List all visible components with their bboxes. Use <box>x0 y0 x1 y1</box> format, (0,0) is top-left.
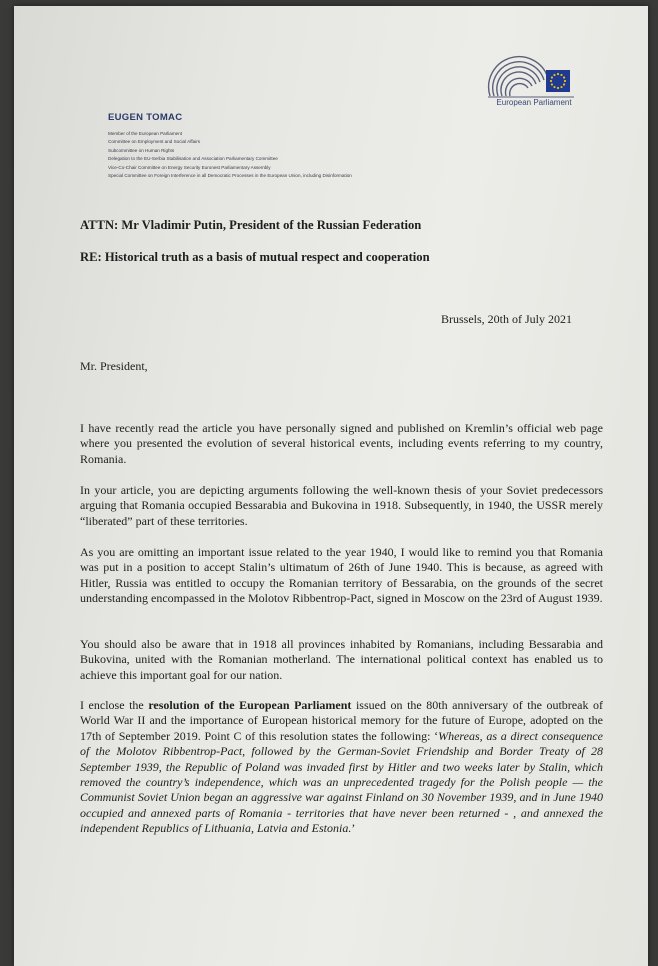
flag-star <box>553 74 555 76</box>
sender-role: Special Committee on Foreign Interference in all Democratic Processes in the European Union, including Disinformation <box>108 173 352 179</box>
attn-line: ATTN: Mr Vladimir Putin, President of the Russian Federation <box>80 218 422 232</box>
flag-star <box>563 76 565 78</box>
sender-roles <box>108 130 468 180</box>
flag-star <box>551 83 553 85</box>
sender-role: Committee on Employment and Social Affairs <box>108 139 201 145</box>
paragraph-3: As you are omitting an important issue related to the year 1940, I would like to remind you that Romania was put in a position to accept Stalin’s ultimatum of 26th of June 1940. This is because, as agreed with Hitler, Russia was entitled to occupy the Romanian territory of Bessarabia, on the grounds of the secret understanding encompassed in the Molotov Ribbentrop-Pact, signed in Moscow on the 23rd of August 1939. <box>80 545 603 606</box>
flag-star <box>564 80 566 82</box>
sender-name: EUGEN TOMAC <box>108 112 183 123</box>
letter-page <box>14 6 648 966</box>
flag-star <box>557 73 559 75</box>
flag-star <box>563 83 565 85</box>
p5-start: I enclose the <box>80 698 149 712</box>
paragraph-4: You should also be aware that in 1918 all provinces inhabited by Romanians, including Bessarabia and Bukovina, united with the Romanian motherland. The international political context has enabled us to achieve this important goal for our nation. <box>80 637 603 682</box>
flag-star <box>553 86 555 88</box>
re-line: RE: Historical truth as a basis of mutual respect and cooperation <box>80 250 430 264</box>
resolution-quote: Whereas, as a direct consequence of the Molotov Ribbentrop-Pact, followed by the German-Soviet Friendship and Border Treaty of 28 September 1939, the Republic of Poland was invaded first by Hitler and two weeks later by Stalin, which removed the country’s independence, which was an unprecedented tragedy for the Polish people — the Communist Soviet Union began an aggressive war against Finland on 30 November 1939, and in June 1940 occupied and annexed parts of Romania - territories that have never been returned - , and annexed the independent Republics of Lithuania, Latvia and Estonia. <box>80 728 603 836</box>
sender-role: Member of the European Parliament <box>108 131 183 136</box>
paragraph-1: I have recently read the article you have personally signed and published on Kremlin’s official web page where you presented the evolution of several historical events, including events referring to my country, Romania. <box>80 421 603 466</box>
flag-star <box>557 87 559 89</box>
flag-star <box>560 86 562 88</box>
flag-star <box>550 80 552 82</box>
logo-caption: European Parliament <box>496 98 572 107</box>
resolution-reference: resolution of the European Parliament <box>148 698 352 712</box>
p5-mid: issued on the 80th anniversary of the outbreak of World War II and the importance of European historical memory for the future of Europe, adopted on the 17th of September 2019. Point C of this resolution states the following: ‘ <box>80 698 604 743</box>
paragraph-2: In your article, you are depicting arguments following the well-known thesis of your Soviet predecessors arguing that Romania occupied Bessarabia and Bukovina in 1918. Subsequently, in 1940, the USSR merely “liberated” part of these territories. <box>80 483 603 528</box>
sender-role: Vice-Co-Chair Committee on Energy Security Euronest Parliamentary Assembly <box>108 164 271 170</box>
salutation: Mr. President, <box>80 359 148 373</box>
flag-star <box>560 74 562 76</box>
p5-end: ’ <box>351 821 356 836</box>
letter-date: Brussels, 20th of July 2021 <box>441 312 573 326</box>
sender-role: Delegation to the EU-Serbia Stabilisation and Association Parliamentary Committee <box>108 156 278 162</box>
sender-role: Subcommittee on Human Rights <box>108 147 175 153</box>
flag-star <box>551 76 553 78</box>
paragraph-5 <box>80 698 603 837</box>
